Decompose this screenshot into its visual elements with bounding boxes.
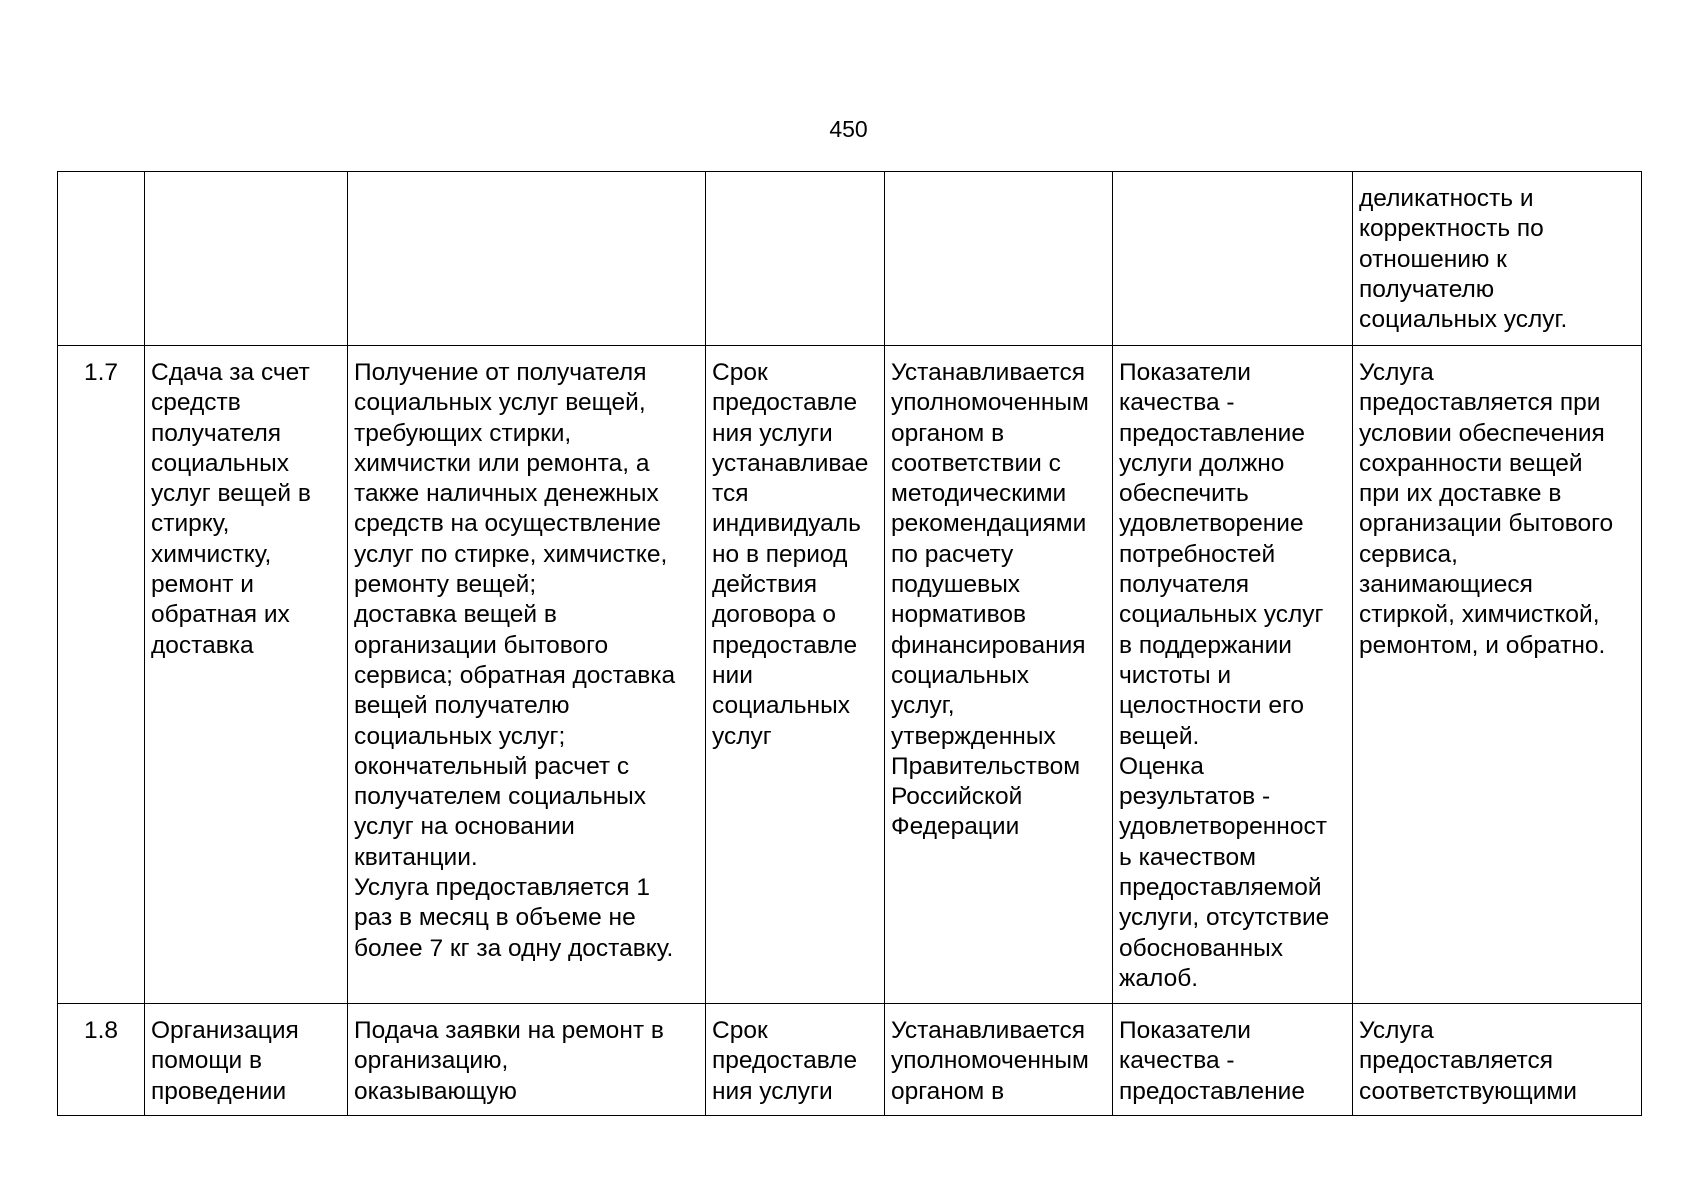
cell-number: 1.7 — [58, 346, 145, 1004]
cell-quality-indicators: Показатели качества - предоставление — [1113, 1004, 1353, 1116]
cell-service-term: Срок предоставле ния услуги устанавливае тся индивидуаль но в период действия договора о предоставле нии социальных услуг — [706, 346, 885, 1004]
services-table — [57, 171, 1642, 1116]
cell-service-name: Организация помощи в проведении — [145, 1004, 348, 1116]
cell-number — [58, 172, 145, 346]
cell-service-cost: Устанавливается уполномоченным органом в соответствии с методическими рекомендациями по расчету подушевых нормативов финансирования социальных услуг, утвержденных Правительством Российской Федерации — [885, 346, 1113, 1004]
table-row-1-8 — [58, 1004, 1642, 1116]
cell-service-name: Сдача за счет средств получателя социальных услуг вещей в стирку, химчистку, ремонт и обратная их доставка — [145, 346, 348, 1004]
cell-service-name — [145, 172, 348, 346]
cell-conditions: деликатность и корректность по отношению к получателю социальных услуг. — [1353, 172, 1642, 346]
table-row-1-7 — [58, 346, 1642, 1004]
cell-number: 1.8 — [58, 1004, 145, 1116]
cell-service-description — [348, 172, 706, 346]
cell-service-description: Подача заявки на ремонт в организацию, оказывающую — [348, 1004, 706, 1116]
cell-service-cost: Устанавливается уполномоченным органом в — [885, 1004, 1113, 1116]
cell-quality-indicators: Показатели качества - предоставление услуги должно обеспечить удовлетворение потребностей получателя социальных услуг в поддержании чистоты и целостности его вещей. Оценка результатов - удовлетворенност ь качеством предоставляемой услуги, отсутствие обоснованных жалоб. — [1113, 346, 1353, 1004]
cell-service-term — [706, 172, 885, 346]
cell-service-term: Срок предоставле ния услуги — [706, 1004, 885, 1116]
table-row-continuation — [58, 172, 1642, 346]
page-number: 450 — [829, 116, 868, 142]
cell-service-description: Получение от получателя социальных услуг вещей, требующих стирки, химчистки или ремонта, а также наличных денежных средств на осуществление услуг по стирке, химчистке, ремонту вещей; доставка вещей в организации бытового сервиса; обратная доставка вещей получателю социальных услуг; окончательный расчет с получателем социальных услуг на основании квитанции. Услуга предоставляется 1 раз в месяц в объеме не более 7 кг за одну доставку. — [348, 346, 706, 1004]
cell-conditions: Услуга предоставляется соответствующими — [1353, 1004, 1642, 1116]
cell-conditions: Услуга предоставляется при условии обеспечения сохранности вещей при их доставке в организации бытового сервиса, занимающиеся стиркой, химчисткой, ремонтом, и обратно. — [1353, 346, 1642, 1004]
cell-service-cost — [885, 172, 1113, 346]
cell-quality-indicators — [1113, 172, 1353, 346]
